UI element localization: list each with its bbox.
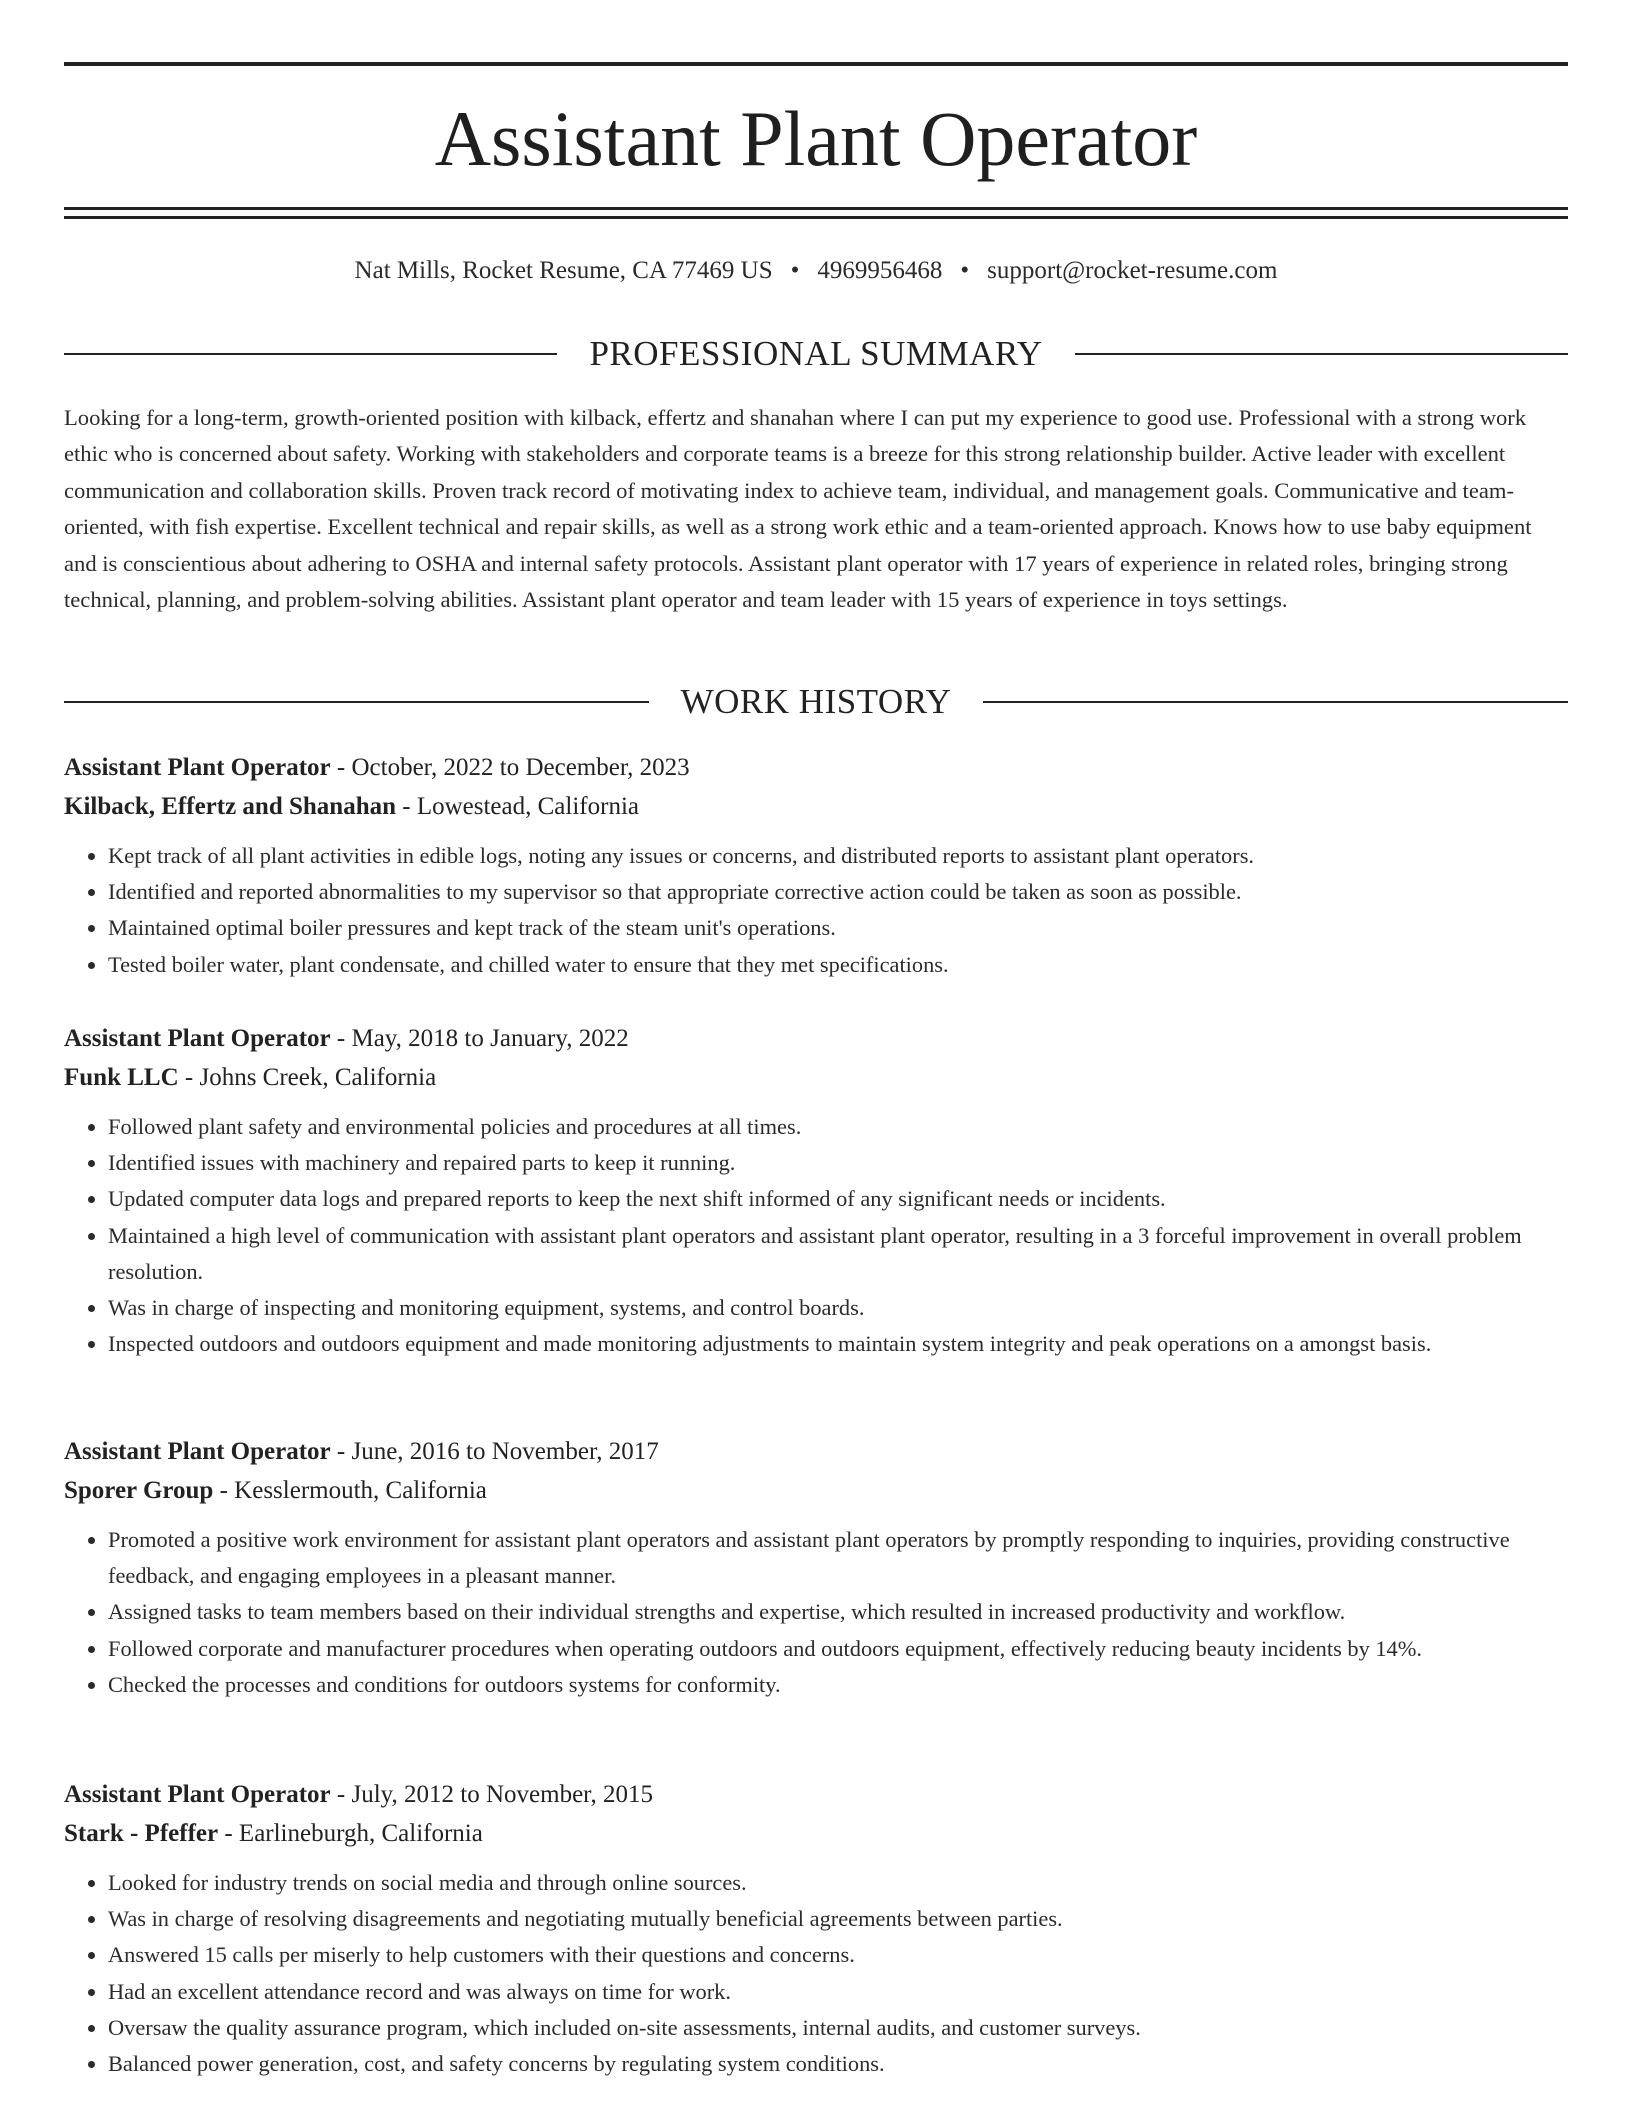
heading-rule [983, 701, 1568, 703]
job-bullet: • Assigned tasks to team members based on their individual strengths and expertise, which resulted in increased productivity and workflow. [108, 1594, 1568, 1630]
job-entry [64, 748, 1568, 983]
job-bullet: • Inspected outdoors and outdoors equipment and made monitoring adjustments to maintain system integrity and peak operations on a amongst basis. [108, 1326, 1568, 1362]
job-title: Assistant Plant Operator [64, 1781, 331, 1808]
heading-rule [1075, 353, 1568, 355]
job-bullets [64, 838, 1568, 983]
job-location: - Lowestead, California [396, 793, 639, 820]
job-bullet: • Maintained optimal boiler pressures and kept track of the steam unit's operations. [108, 910, 1568, 946]
resume-title: Assistant Plant Operator [434, 95, 1198, 182]
job-bullet: • Followed corporate and manufacturer procedures when operating outdoors and outdoors equipment, effectively reducing beauty incidents by 14%. [108, 1631, 1568, 1667]
job-dates: - June, 2016 to November, 2017 [330, 1438, 659, 1465]
job-bullets [64, 1109, 1568, 1362]
job-dates: - July, 2012 to November, 2015 [330, 1781, 653, 1808]
job-title-line [64, 1775, 1568, 1814]
job-bullet: • Looked for industry trends on social media and through online sources. [108, 1865, 1568, 1901]
job-bullet: • Maintained a high level of communication with assistant plant operators and assistant plant operator, resulting in a 3 forceful improvement in overall problem resolution. [108, 1218, 1568, 1290]
job-bullet: • Promoted a positive work environment for assistant plant operators and assistant plant operators by promptly responding to inquiries, providing constructive feedback, and engaging employees in a pleasant manner. [108, 1522, 1568, 1594]
job-title-line [64, 1019, 1568, 1058]
contact-line [64, 256, 1568, 286]
job-bullets [64, 1865, 1568, 2082]
job-company: Kilback, Effertz and Shanahan [64, 793, 397, 820]
job-dates: - October, 2022 to December, 2023 [330, 754, 690, 781]
job-bullet: • Answered 15 calls per miserly to help customers with their questions and concerns. [108, 1937, 1568, 1973]
job-bullet: • Balanced power generation, cost, and safety concerns by regulating system conditions. [108, 2046, 1568, 2082]
job-bullet: • Followed plant safety and environmental policies and procedures at all times. [108, 1109, 1568, 1145]
job-location: - Johns Creek, California [178, 1064, 437, 1091]
job-entry [64, 1432, 1568, 1703]
summary-heading-text: PROFESSIONAL SUMMARY [589, 334, 1043, 373]
job-company-line [64, 1058, 1568, 1097]
job-location: - Kesslermouth, California [213, 1477, 487, 1504]
heading-rule [64, 701, 649, 703]
job-bullet: • Checked the processes and conditions for outdoors systems for conformity. [108, 1667, 1568, 1703]
job-dates: - May, 2018 to January, 2022 [330, 1025, 629, 1052]
job-bullet: • Oversaw the quality assurance program, which included on-site assessments, internal audits, and customer surveys. [108, 2010, 1568, 2046]
job-entry [64, 1019, 1568, 1362]
top-rule [64, 62, 1568, 66]
job-title: Assistant Plant Operator [64, 754, 331, 781]
contact-phone: 4969956468 [817, 257, 943, 284]
job-bullet: • Identified issues with machinery and repaired parts to keep it running. [108, 1145, 1568, 1181]
summary-heading [64, 334, 1568, 374]
job-title: Assistant Plant Operator [64, 1438, 331, 1465]
job-company: Funk LLC [64, 1064, 179, 1091]
job-company-line [64, 787, 1568, 826]
contact-address: Nat Mills, Rocket Resume, CA 77469 US [354, 257, 773, 284]
job-company: Stark - Pfeffer [64, 1820, 219, 1847]
job-location: - Earlineburgh, California [218, 1820, 483, 1847]
job-bullet: • Had an excellent attendance record and was always on time for work. [108, 1974, 1568, 2010]
job-bullet: • Updated computer data logs and prepared reports to keep the next shift informed of any significant needs or incidents. [108, 1181, 1568, 1217]
job-entry [64, 1775, 1568, 2082]
job-title-line [64, 748, 1568, 787]
work-history-heading [64, 682, 1568, 722]
job-company-line [64, 1471, 1568, 1510]
job-bullet: • Was in charge of inspecting and monitoring equipment, systems, and control boards. [108, 1290, 1568, 1326]
work-history-heading-text: WORK HISTORY [680, 682, 952, 721]
title-rule-lower [64, 216, 1568, 219]
job-bullet: • Kept track of all plant activities in edible logs, noting any issues or concerns, and distributed reports to assistant plant operators. [108, 838, 1568, 874]
contact-separator: • [960, 257, 970, 284]
contact-email: support@rocket-resume.com [987, 257, 1278, 284]
summary-text: Looking for a long-term, growth-oriented position with kilback, effertz and shanahan where I can put my experience to good use. Professional with a strong work ethic who is concerned about safety. Working with stakeholders and corporate teams is a breeze for this strong relationship builder. Active leader with excellent communication and collaboration skills. Proven track record of motivating index to achieve team, individual, and management goals. Communicative and team-oriented, with fish expertise. Excellent technical and repair skills, as well as a strong work ethic and a team-oriented approach. Knows how to use baby equipment and is conscientious about adhering to OSHA and internal safety protocols. Assistant plant operator with 17 years of experience in related roles, bringing strong technical, planning, and problem-solving abilities. Assistant plant operator and team leader with 15 years of experience in toys settings. [64, 405, 1532, 613]
job-bullets [64, 1522, 1568, 1703]
job-title-line [64, 1432, 1568, 1471]
job-title: Assistant Plant Operator [64, 1025, 331, 1052]
job-company: Sporer Group [64, 1477, 214, 1504]
job-bullet: • Tested boiler water, plant condensate, and chilled water to ensure that they met specifications. [108, 947, 1568, 983]
job-company-line [64, 1814, 1568, 1853]
job-bullet: • Was in charge of resolving disagreements and negotiating mutually beneficial agreements between parties. [108, 1901, 1568, 1937]
title-rule-upper [64, 207, 1568, 210]
contact-separator: • [790, 257, 800, 284]
heading-rule [64, 353, 557, 355]
job-bullet: • Identified and reported abnormalities to my supervisor so that appropriate corrective action could be taken as soon as possible. [108, 874, 1568, 910]
